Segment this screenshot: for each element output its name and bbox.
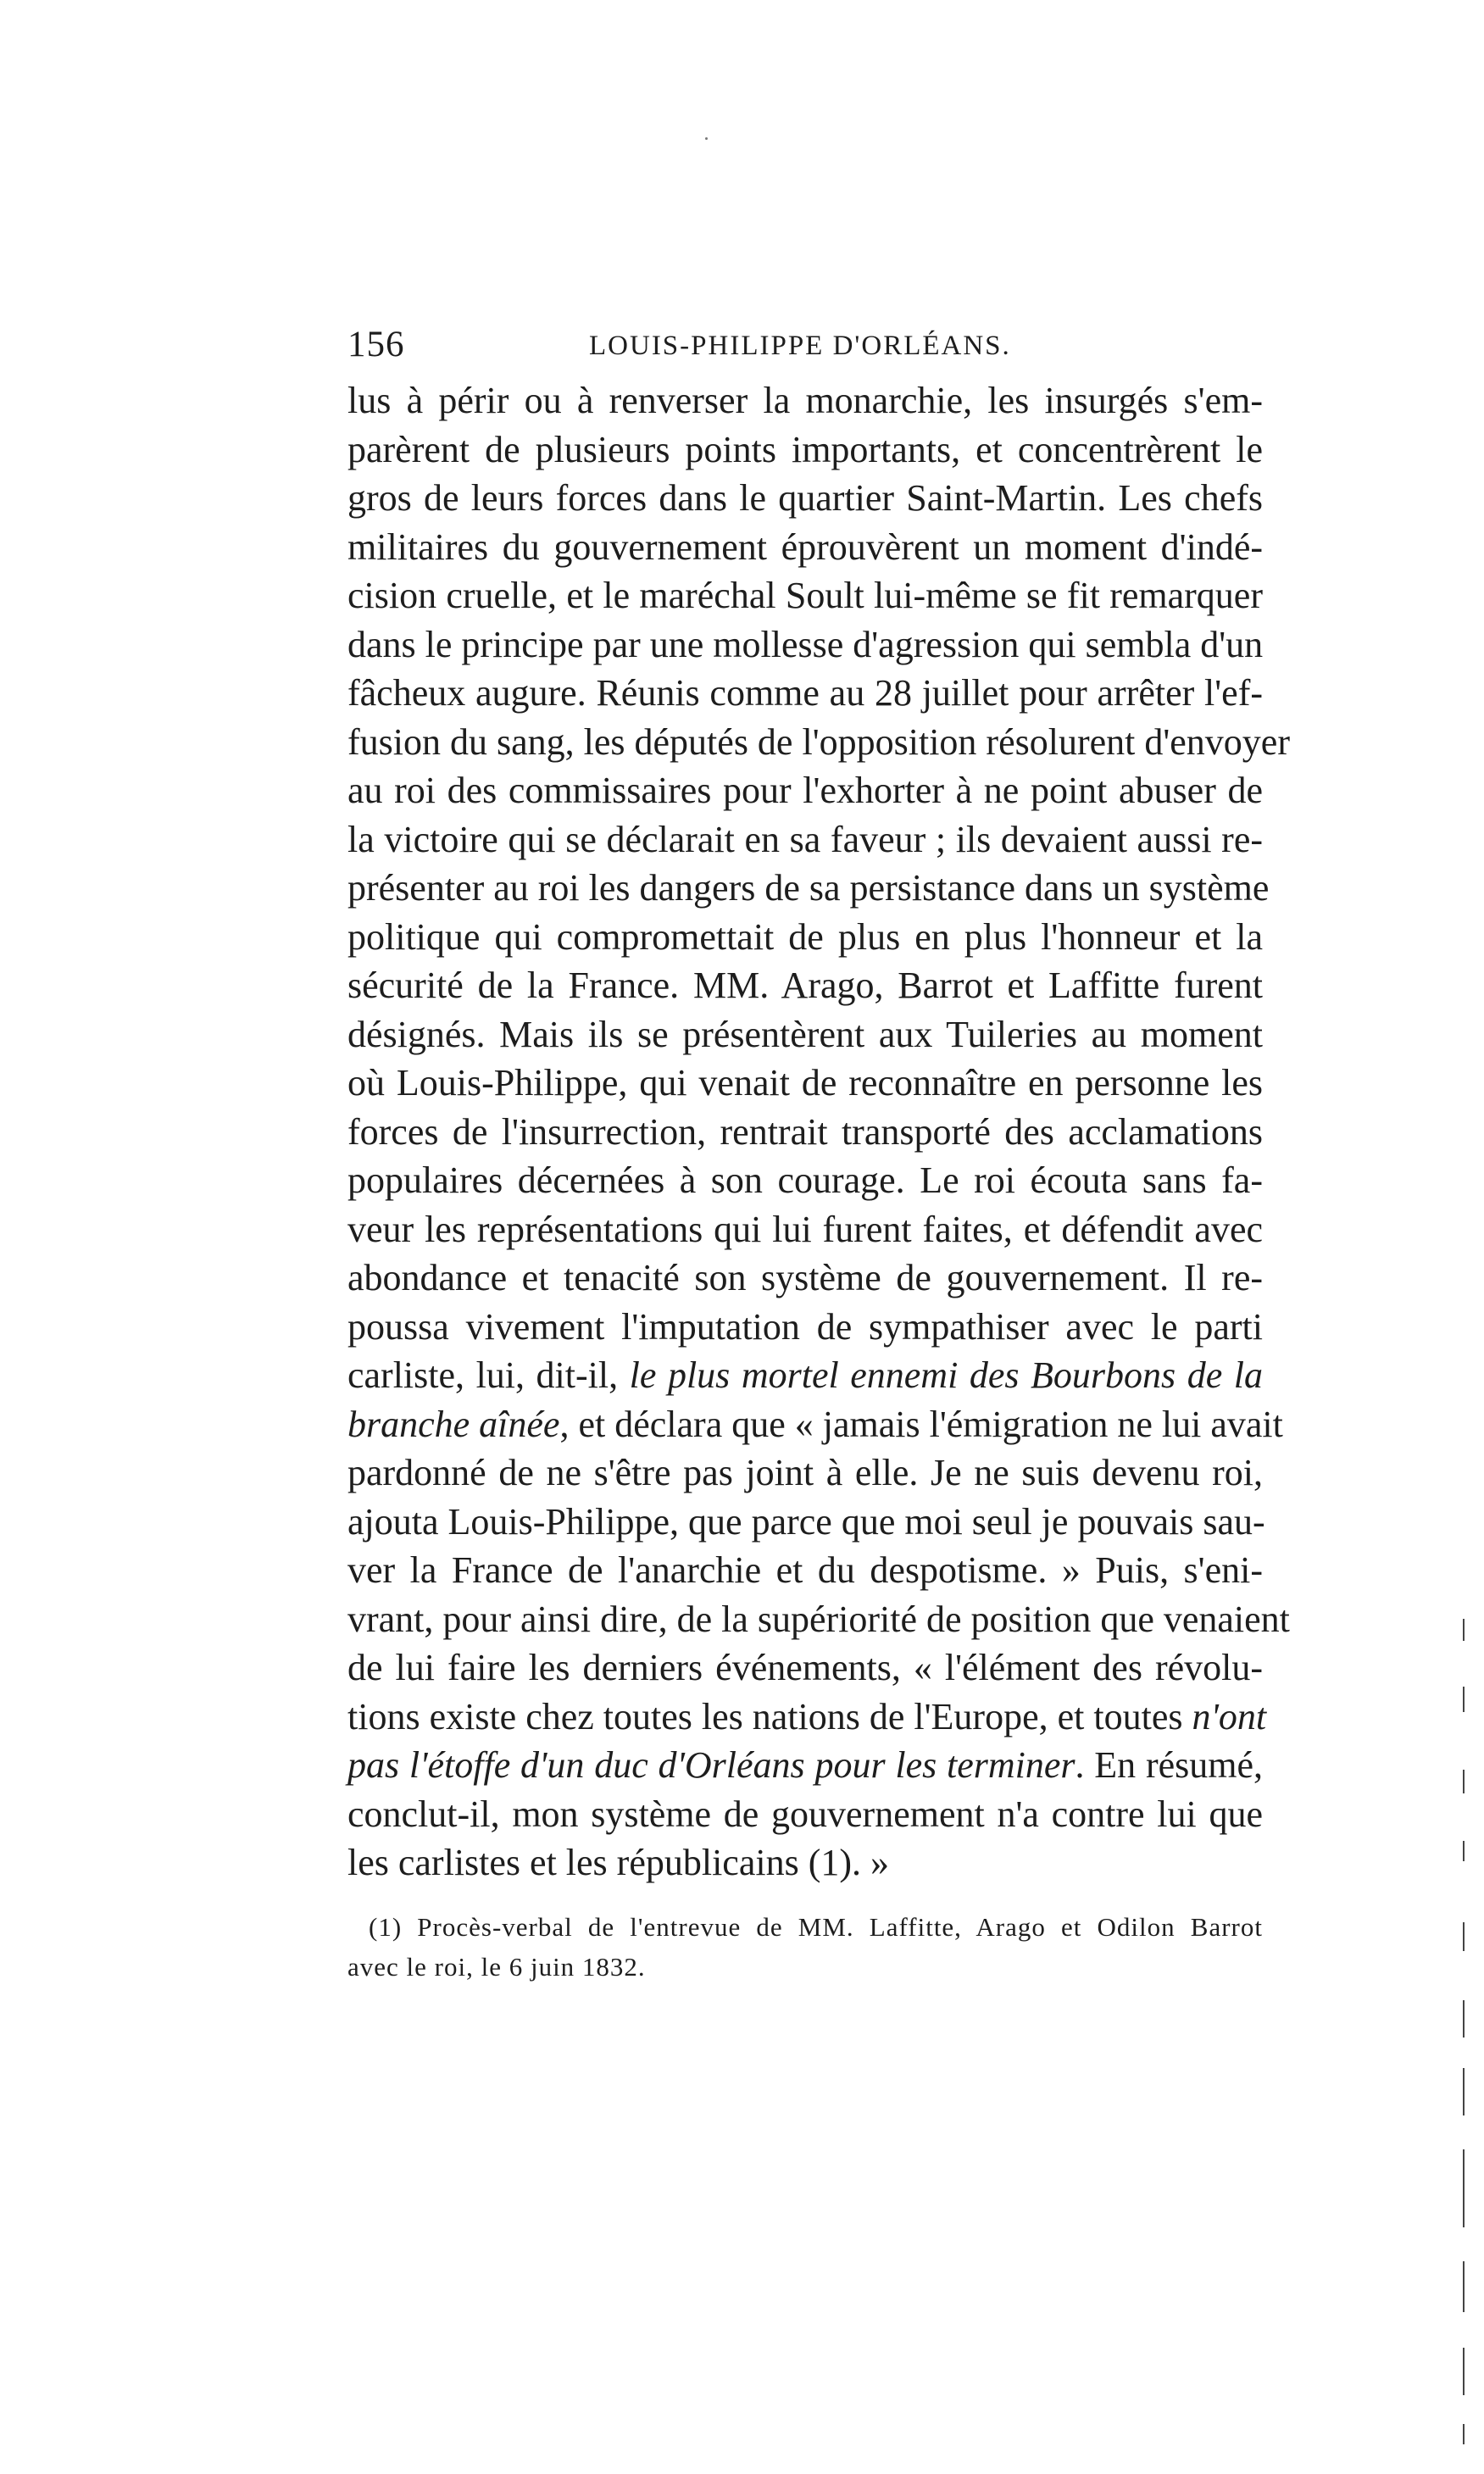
text-line bbox=[347, 1108, 1263, 1157]
text-run: parèrent de plusieurs points importants, et concentrèrent le bbox=[347, 428, 1263, 470]
text-run: présenter au roi les dangers de sa persistance dans un système bbox=[347, 867, 1270, 909]
text-line bbox=[347, 1741, 1263, 1790]
footnote-line: (1) Procès-verbal de l'entrevue de MM. Laffitte, Arago et Odilon Barrot bbox=[369, 1912, 1263, 1942]
scan-edge-mark bbox=[1463, 2261, 1465, 2312]
text-run: militaires du gouvernement éprouvèrent un moment d'indé- bbox=[347, 525, 1263, 568]
footnote bbox=[347, 1907, 1263, 1987]
page-number: 156 bbox=[347, 325, 405, 364]
scan-edge-mark bbox=[1463, 2068, 1465, 2115]
text-line bbox=[347, 1595, 1290, 1644]
text-line bbox=[347, 571, 1263, 620]
scan-edge-mark bbox=[1463, 2348, 1465, 2395]
text-line bbox=[347, 376, 1263, 425]
text-run: dans le principe par une mollesse d'agression qui sembla d'un bbox=[347, 623, 1264, 665]
scan-edge-mark bbox=[1463, 1619, 1465, 1641]
text-line bbox=[347, 620, 1263, 670]
text-line bbox=[347, 425, 1263, 475]
italic-quote: branche aînée bbox=[347, 1403, 560, 1445]
text-line bbox=[347, 1546, 1263, 1595]
scan-speck bbox=[705, 137, 708, 140]
text-run: fâcheux augure. Réunis comme au 28 juillet pour arrêter l'ef- bbox=[347, 672, 1263, 714]
italic-quote: pas l'étoffe d'un duc d'Orléans pour les terminer bbox=[347, 1744, 1075, 1786]
text-line bbox=[347, 1059, 1263, 1108]
text-run: désignés. Mais ils se présentèrent aux Tuileries au moment bbox=[347, 1013, 1263, 1055]
text-line bbox=[347, 1643, 1263, 1693]
text-line bbox=[347, 669, 1263, 718]
text-line bbox=[347, 1693, 1267, 1742]
text-line bbox=[347, 1400, 1283, 1449]
text-run: pardonné de ne s'être pas joint à elle. Je ne suis devenu roi, bbox=[347, 1452, 1263, 1493]
text-run: vrant, pour ainsi dire, de la supériorité de position que venaient bbox=[347, 1598, 1290, 1640]
scan-edge-mark bbox=[1463, 1841, 1465, 1861]
text-line bbox=[347, 523, 1263, 572]
text-line bbox=[347, 864, 1270, 913]
text-run: veur les représentations qui lui furent faites, et défendit avec bbox=[347, 1208, 1263, 1250]
text-line bbox=[347, 766, 1263, 815]
text-line bbox=[347, 1205, 1263, 1254]
text-run: lus à périr ou à renverser la monarchie, les insurgés s'em- bbox=[347, 380, 1263, 421]
text-run: où Louis-Philippe, qui venait de reconnaître en personne les bbox=[347, 1062, 1263, 1104]
text-run: populaires décernées à son courage. Le roi écouta sans fa- bbox=[347, 1159, 1263, 1201]
text-line bbox=[347, 1254, 1263, 1303]
text-run: sécurité de la France. MM. Arago, Barrot et Laffitte furent bbox=[347, 965, 1263, 1006]
text-line bbox=[347, 718, 1290, 767]
text-run: forces de l'insurrection, rentrait transporté des acclamations bbox=[347, 1110, 1263, 1153]
text-run: conclut-il, mon système de gouvernement n'a contre lui que bbox=[347, 1793, 1263, 1835]
text-run: les carlistes et les républicains (1). » bbox=[347, 1842, 890, 1883]
text-line bbox=[347, 961, 1263, 1010]
italic-quote: le plus mortel ennemi des Bourbons de la bbox=[629, 1354, 1263, 1396]
text-line bbox=[347, 1303, 1263, 1352]
body-text bbox=[347, 376, 1290, 1887]
scan-edge-mark bbox=[1463, 2000, 1465, 2038]
text-run: la victoire qui se déclarait en sa faveur ; ils devaient aussi re- bbox=[347, 818, 1263, 860]
text-line bbox=[347, 1498, 1263, 1547]
text-run: tions existe chez toutes les nations de l'Europe, et toutes bbox=[347, 1695, 1192, 1737]
scan-edge-mark bbox=[1463, 2149, 1465, 2227]
scan-edge-mark bbox=[1463, 1770, 1465, 1793]
text-line bbox=[347, 913, 1263, 962]
text-run: abondance et tenacité son système de gouvernement. Il re- bbox=[347, 1257, 1263, 1298]
scan-edge-mark bbox=[1463, 1687, 1465, 1712]
text-run: au roi des commissaires pour l'exhorter à ne point abuser de bbox=[347, 770, 1263, 811]
text-line bbox=[347, 1790, 1263, 1839]
page-header bbox=[347, 324, 1263, 375]
text-run: carliste, lui, dit-il, bbox=[347, 1354, 630, 1396]
text-line bbox=[347, 1448, 1263, 1498]
text-line bbox=[347, 1351, 1263, 1400]
scan-edge-mark bbox=[1463, 1922, 1465, 1951]
italic-quote: n'ont bbox=[1192, 1695, 1267, 1737]
text-run: de lui faire les derniers événements, « l'élément des révolu- bbox=[347, 1647, 1263, 1688]
text-line bbox=[347, 474, 1263, 523]
text-run: ver la France de l'anarchie et du despotisme. » Puis, s'eni- bbox=[347, 1549, 1263, 1591]
text-run: ajouta Louis-Philippe, que parce que moi seul je pouvais sau- bbox=[347, 1500, 1265, 1543]
text-run: gros de leurs forces dans le quartier Saint-Martin. Les chefs bbox=[347, 477, 1263, 519]
text-line bbox=[347, 1156, 1263, 1205]
text-line bbox=[347, 1838, 1263, 1887]
text-run: , et déclara que « jamais l'émigration ne lui avait bbox=[559, 1403, 1283, 1445]
text-run: cision cruelle, et le maréchal Soult lui-même se fit remarquer bbox=[347, 575, 1263, 616]
scan-edge-mark bbox=[1463, 2424, 1465, 2444]
text-run: poussa vivement l'imputation de sympathiser avec le parti bbox=[347, 1305, 1263, 1348]
text-run: . En résumé, bbox=[1075, 1744, 1264, 1786]
text-line bbox=[347, 815, 1263, 865]
footnote-line: avec le roi, le 6 juin 1832. bbox=[347, 1952, 646, 1982]
text-line bbox=[347, 1010, 1263, 1059]
text-run: fusion du sang, les députés de l'opposition résolurent d'envoyer bbox=[347, 720, 1290, 763]
running-head: LOUIS-PHILIPPE D'ORLÉANS. bbox=[589, 331, 1011, 361]
text-run: politique qui compromettait de plus en plus l'honneur et la bbox=[347, 915, 1263, 958]
